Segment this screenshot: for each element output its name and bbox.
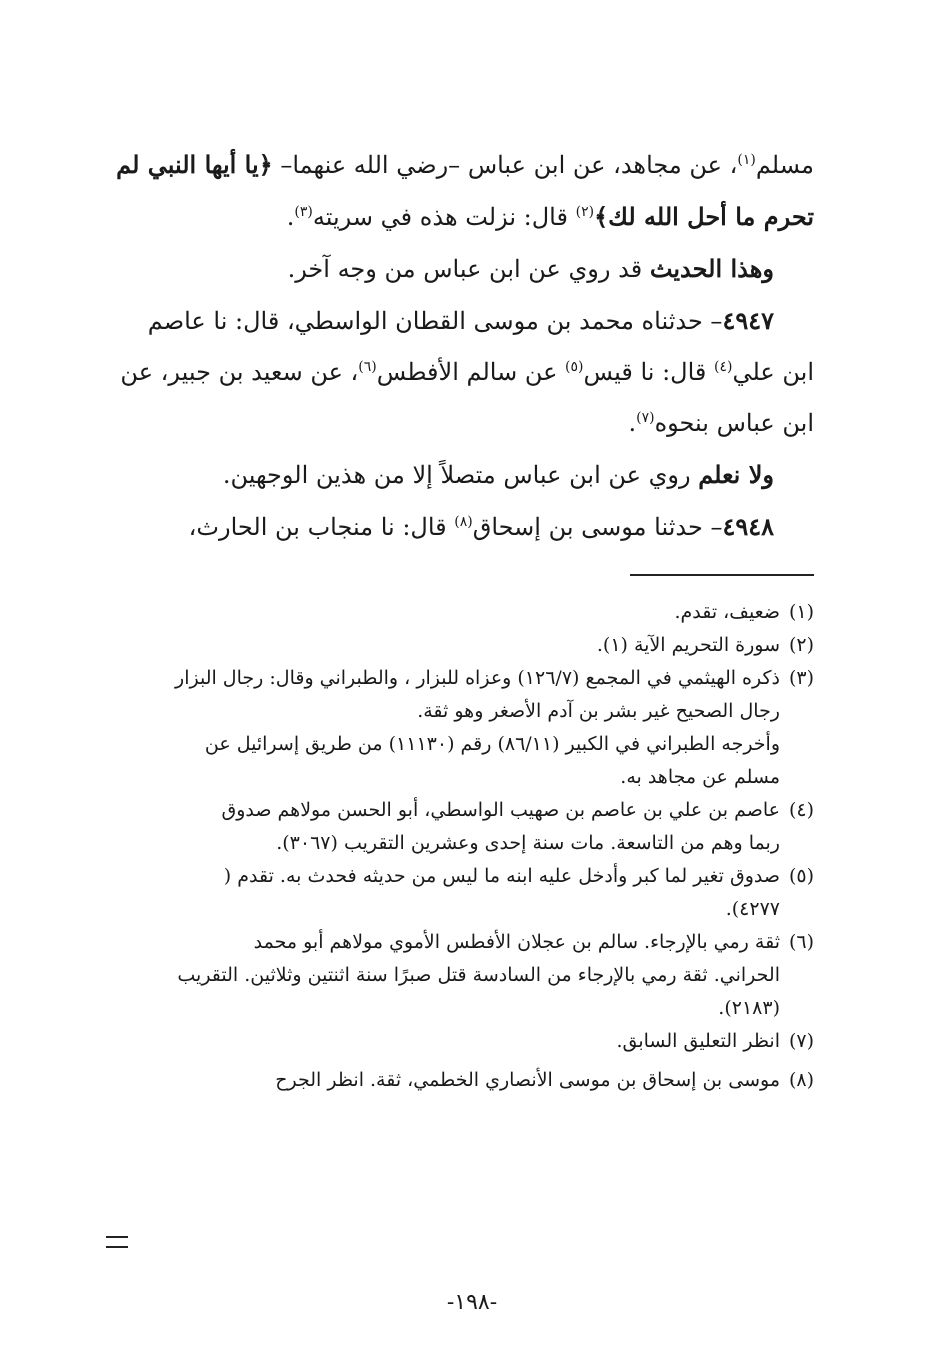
body-line-3	[106, 243, 814, 295]
footnote-ref-2[interactable]: (٢)	[575, 204, 595, 220]
footnote-ref-4[interactable]: (٤)	[714, 359, 733, 375]
text-run: .	[628, 409, 637, 437]
text-run: عن سالم الأفطس	[376, 358, 566, 386]
footnotes	[106, 596, 814, 1097]
body-line-1	[106, 139, 814, 191]
page-number: -١٩٨-	[446, 1290, 498, 1315]
footnote-1	[106, 596, 814, 629]
footnote-ref-5[interactable]: (٥)	[565, 359, 584, 375]
footnote-text: ثقة رمي بالإرجاء. سالم بن عجلان الأفطس الأموي مولاهم أبو محمد	[253, 931, 780, 953]
text-run: ابن علي	[732, 358, 814, 386]
text-run: ، عن سعيد بن جبير، عن	[120, 358, 359, 386]
footnote-8	[106, 1064, 814, 1097]
text-run: .	[286, 203, 295, 231]
footnote-6-line-3: (٢١٨٣).	[718, 997, 780, 1019]
continuation-mark-icon	[106, 1236, 128, 1248]
footnote-3-line-3: وأخرجه الطبراني في الكبير (٨٦/١١) رقم (١١١٣٠) من طريق إسرائيل عن	[204, 733, 780, 755]
footnote-3	[106, 662, 814, 695]
footnote-6	[106, 926, 814, 959]
footnote-text: ذكره الهيثمي في المجمع (١٢٦/٧) وعزاه للبزار ، والطبراني وقال: رجال البزار	[175, 667, 780, 689]
quran-quote-end: تحرم ما أحل الله لك﴾	[594, 202, 814, 231]
footnote-text: موسى بن إسحاق بن موسى الأنصاري الخطمي، ثقة. انظر الجرح	[275, 1069, 780, 1091]
footnote-7	[106, 1025, 814, 1058]
footnote-4	[106, 794, 814, 827]
text-run: قال: نزلت هذه في سريته	[312, 203, 576, 231]
text-run: – حدثناه محمد بن موسى القطان الواسطي، قال: نا عاصم	[147, 307, 723, 335]
body-line-2	[106, 191, 814, 243]
body-line-7	[106, 449, 814, 501]
footnote-text: صدوق تغير لما كبر وأدخل عليه ابنه ما ليس من حديثه فحدث به. تقدم (	[223, 865, 780, 887]
footnote-text: انظر التعليق السابق.	[616, 1030, 780, 1052]
quran-quote: ﴿يا أيها النبي لم	[116, 150, 273, 179]
footnote-6-line-2: الحراني. ثقة رمي بالإرجاء من السادسة قتل صبرًا سنة اثنتين وثلاثين. التقريب	[177, 964, 780, 986]
body-line-4	[106, 295, 814, 347]
footnote-ref-1[interactable]: (١)	[737, 152, 756, 168]
main-text	[106, 139, 814, 553]
text-run: روي عن ابن عباس متصلاً إلا من هذين الوجهين.	[222, 461, 699, 489]
footnote-3-line-2: رجال الصحيح غير بشر بن آدم الأصغر وهو ثقة.	[417, 700, 780, 722]
footnote-text: عاصم بن علي بن عاصم بن صهيب الواسطي، أبو الحسن مولاهم صدوق	[221, 799, 780, 821]
body-line-6	[106, 398, 814, 449]
text-run: قال: نا منجاب بن الحارث،	[188, 513, 455, 541]
footnote-ref-8[interactable]: (٨)	[454, 514, 473, 530]
body-line-5	[106, 347, 814, 398]
text-run: ، عن مجاهد، عن ابن عباس –رضي الله عنهما–	[272, 151, 738, 179]
footnote-3-line-4: مسلم عن مجاهد به.	[620, 766, 780, 788]
footnote-number: (١)	[788, 601, 814, 623]
footnote-ref-6[interactable]: (٦)	[358, 359, 377, 375]
footnote-number: (٨)	[788, 1069, 814, 1091]
bold-phrase: وهذا الحديث	[649, 254, 774, 283]
footnote-ref-7[interactable]: (٧)	[636, 410, 655, 426]
footnote-ref-3[interactable]: (٣)	[294, 204, 313, 220]
footnote-number: (٢)	[788, 634, 814, 656]
footnote-5-line-2: ٤٢٧٧).	[725, 898, 780, 920]
text-run: مسلم	[755, 151, 814, 179]
footnote-text: ضعيف، تقدم.	[674, 601, 780, 623]
text-run: – حدثنا موسى بن إسحاق	[472, 513, 723, 541]
footnote-number: (٤)	[788, 799, 814, 821]
footnote-2	[106, 629, 814, 662]
footnote-4-line-2: ربما وهم من التاسعة. مات سنة إحدى وعشرين التقريب (٣٠٦٧).	[276, 832, 780, 854]
footnote-separator	[630, 574, 814, 576]
footnote-number: (٥)	[788, 865, 814, 887]
footnote-text: سورة التحريم الآية (١).	[596, 634, 780, 656]
footnote-number: (٧)	[788, 1030, 814, 1052]
text-run: قد روي عن ابن عباس من وجه آخر.	[287, 255, 650, 283]
hadith-number: ٤٩٤٧	[722, 306, 774, 335]
footnote-number: (٣)	[788, 667, 814, 689]
body-line-8	[106, 501, 814, 553]
text-run: قال: نا قيس	[583, 358, 715, 386]
hadith-number: ٤٩٤٨	[722, 512, 774, 541]
text-run: ابن عباس بنحوه	[654, 409, 814, 437]
footnote-5	[106, 860, 814, 893]
bold-phrase: ولا نعلم	[698, 460, 774, 489]
footnote-number: (٦)	[788, 931, 814, 953]
